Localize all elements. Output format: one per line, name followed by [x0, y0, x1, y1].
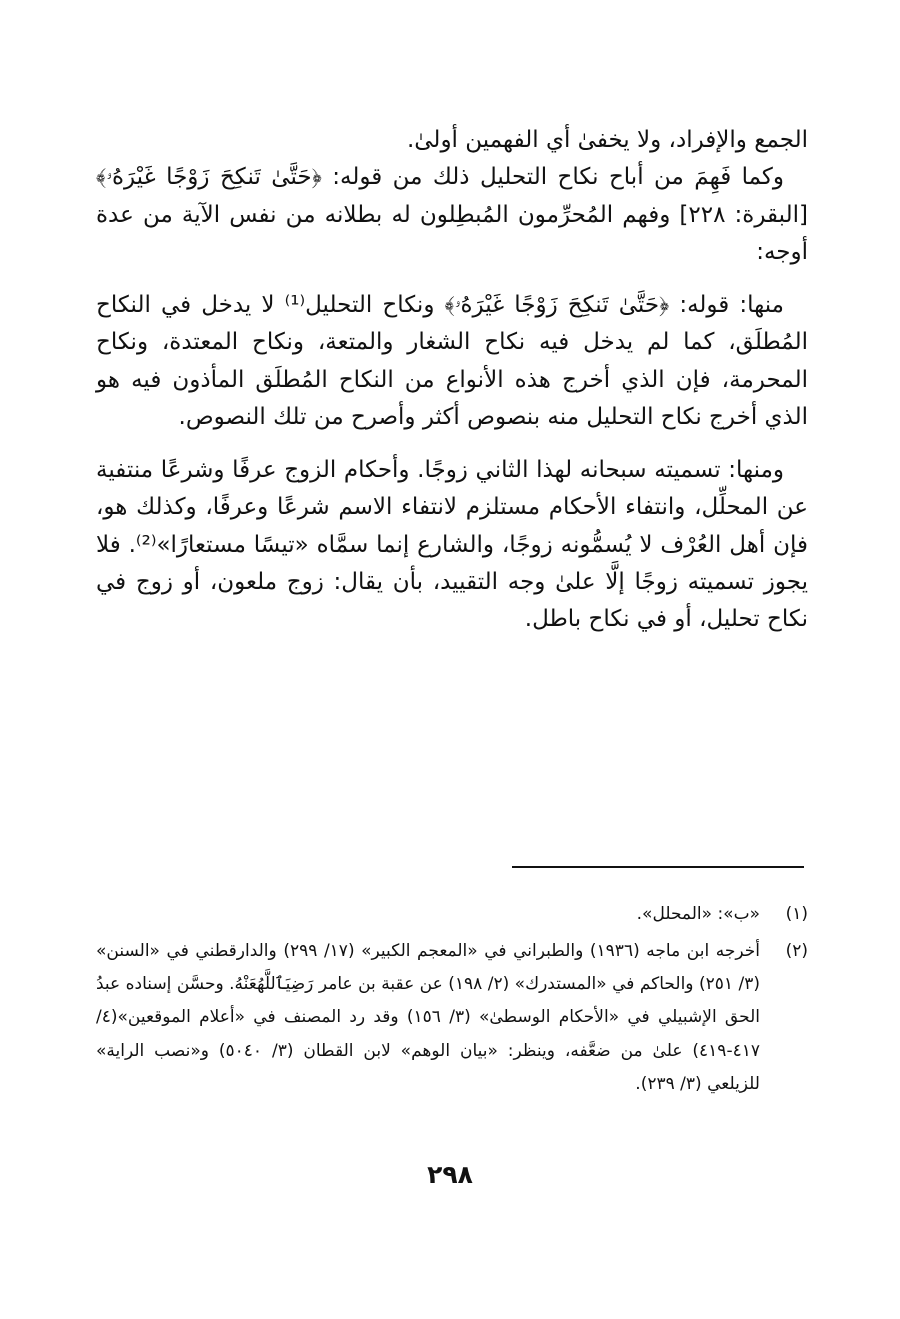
footnote-text: «ب»: «المحلل».	[636, 904, 760, 924]
paragraph-2: وكما فَهِمَ من أباح نكاح التحليل ذلك من قوله: ﴿حَتَّىٰ تَنكِحَ زَوْجًا غَيْرَهُۥ﴾ [البقرة: ٢٢٨] وفهم المُحرِّمون المُبطِلون له بطلانه من نفس الآية من عدة أوجه:	[96, 164, 808, 265]
footnote-text: أخرجه ابن ماجه (١٩٣٦) والطبراني في «المعجم الكبير» (١٧/ ٢٩٩) والدارقطني في «السنن» (٣/ ٢٥١) والحاكم في «المستدرك» (٢/ ١٩٨) عن عقبة بن عامر رَضِيَٱللَّهُعَنْهُ. وحسَّن إسناده عبدُ الحق الإشبيلي في «الأحكام الوسطىٰ» (٣/ ١٥٦) وقد رد المصنف في «أعلام الموقعين»(٤/ ٤١٧-٤١٩) علىٰ من ضعَّفه، وينظر: «بيان الوهم» لابن القطان (٣/ ٥٠٤٠) و«نصب الراية» للزيلعي (٣/ ٢٣٩).	[96, 941, 760, 1094]
main-text	[96, 122, 808, 638]
footnotes	[96, 898, 808, 1101]
footnote-number: (١)	[785, 904, 808, 924]
footnote-divider	[512, 866, 804, 868]
footnote-2	[96, 935, 808, 1101]
page-number: ٢٩٨	[427, 1160, 473, 1189]
footnote-number: (٢)	[785, 941, 808, 962]
paragraph-1: الجمع والإفراد، ولا يخفىٰ أي الفهمين أولىٰ.	[406, 127, 808, 153]
paragraph-4: ومنها: تسميته سبحانه لهذا الثاني زوجًا. وأحكام الزوج عرفًا وشرعًا منتفية عن المحلِّل، وانتفاء الأحكام مستلزم لانتفاء الاسم شرعًا وعرفًا، وكذلك هو، فإن أهل العُرْف لا يُسمُّونه زوجًا، والشارع إنما سمَّاه «تيسًا مستعارًا»⁽²⁾. فلا يجوز تسميته زوجًا إلَّا علىٰ وجه التقييد، بأن يقال: زوج ملعون، أو زوج في نكاح تحليل، أو في نكاح باطل.	[96, 457, 808, 632]
paragraph-3: منها: قوله: ﴿حَتَّىٰ تَنكِحَ زَوْجًا غَيْرَهُۥ﴾ ونكاح التحليل⁽¹⁾ لا يدخل في النكاح المُطلَق، كما لم يدخل فيه نكاح الشغار والمتعة، ونكاح المعتدة، ونكاح المحرمة، فإن الذي أخرج هذه الأنواع من النكاح المُطلَق المأذون فيه هو الذي أخرج نكاح التحليل منه بنصوص أكثر وأصرح من تلك النصوص.	[96, 292, 808, 430]
footnote-1	[96, 898, 808, 931]
